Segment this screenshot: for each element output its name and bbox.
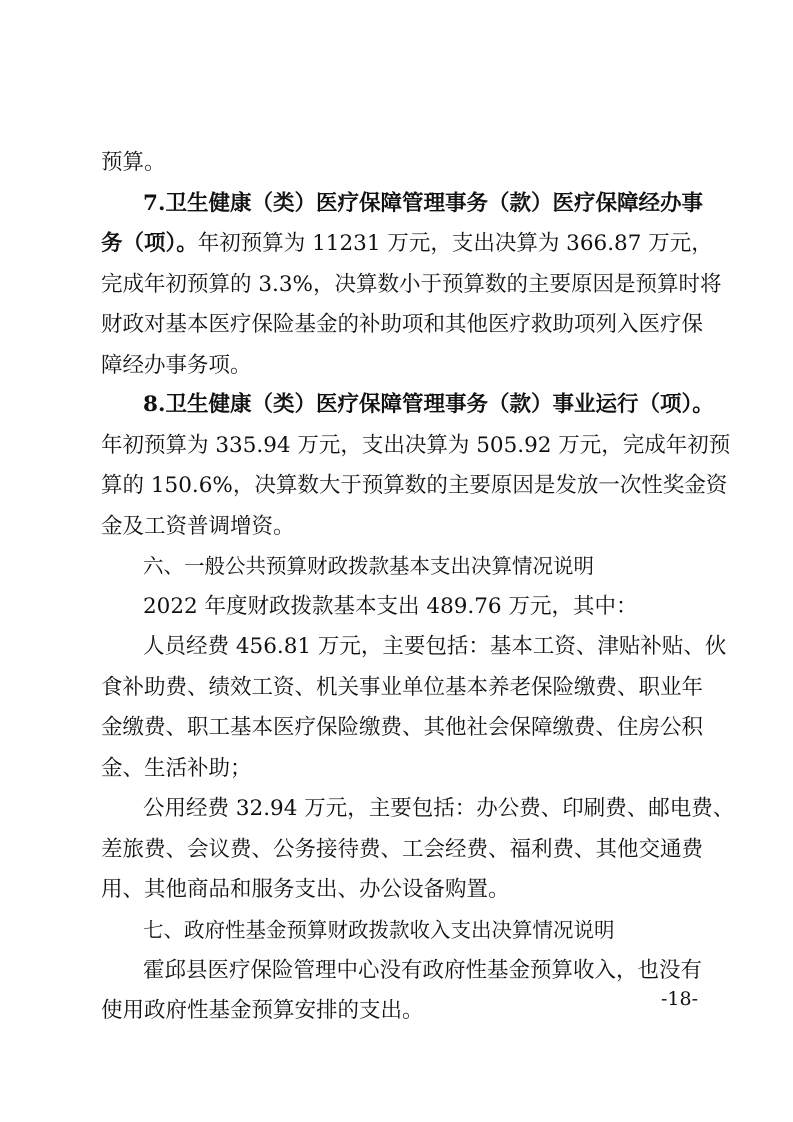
text-line: 使用政府性基金预算安排的支出。: [101, 998, 424, 1023]
item-7-heading-end: 务（项）。: [101, 231, 198, 256]
text-line: 算的 150.6%，决算数大于预算数的主要原因是发放一次性奖金资: [101, 473, 728, 498]
item-7-text: 年初预算为 11231 万元，支出决算为 366.87 万元，: [197, 231, 713, 256]
item-7-line: [101, 224, 713, 264]
text-line: 2022 年度财政拨款基本支出 489.76 万元，其中：: [143, 594, 638, 619]
text-line: 用、其他商品和服务支出、办公设备购置。: [101, 877, 510, 902]
text-line: 年初预算为 335.94 万元，支出决算为 505.92 万元，完成年初预: [101, 433, 731, 458]
item-7-heading-line: 7.卫生健康（类）医疗保障管理事务（款）医疗保障经办事: [143, 191, 703, 216]
text-line: 公用经费 32.94 万元，主要包括：办公费、印刷费、邮电费、: [143, 796, 735, 821]
page-number: -18-: [660, 988, 698, 1010]
item-8-heading-line: 8.卫生健康（类）医疗保障管理事务（款）事业运行（项）。: [143, 392, 714, 417]
text-line: 障经办事务项。: [101, 353, 252, 378]
section-heading: 七、政府性基金预算财政拨款收入支出决算情况说明: [143, 918, 615, 942]
text-line: 完成年初预算的 3.3%，决算数小于预算数的主要原因是预算时将: [101, 272, 722, 297]
text-line: 食补助费、绩效工资、机关事业单位基本养老保险缴费、职业年: [101, 675, 704, 700]
text-line: 差旅费、会议费、公务接待费、工会经费、福利费、其他交通费: [101, 837, 704, 862]
section-heading: 六、一般公共预算财政拨款基本支出决算情况说明: [143, 554, 594, 578]
text-line: 金及工资普调增资。: [101, 514, 295, 539]
text-line: 财政对基本医疗保险基金的补助项和其他医疗救助项列入医疗保: [101, 312, 704, 337]
text-line: 霍邱县医疗保险管理中心没有政府性基金预算收入，也没有: [143, 958, 703, 983]
text-line: 金缴费、职工基本医疗保险缴费、其他社会保障缴费、住房公积: [101, 715, 704, 740]
text-line: 预算。: [101, 150, 166, 175]
text-line: 金、生活补助；: [101, 756, 252, 781]
text-line: 人员经费 456.81 万元，主要包括：基本工资、津贴补贴、伙: [143, 634, 727, 659]
